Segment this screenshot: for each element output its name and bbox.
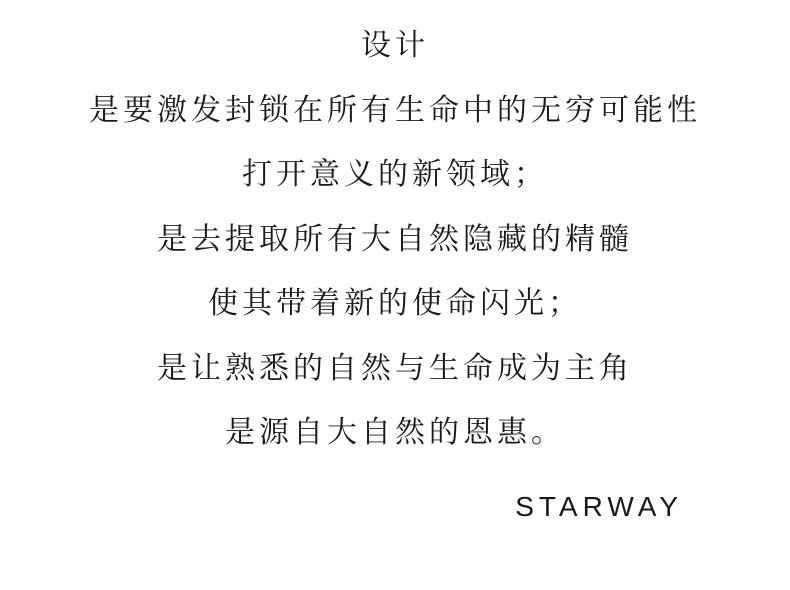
statement-line-2: 打开意义的新领域； xyxy=(242,158,548,191)
statement-line-5: 是让熟悉的自然与生命成为主角 xyxy=(157,351,633,385)
statement-title: 设计 xyxy=(361,29,429,62)
brand-signature: STARWAY xyxy=(515,491,683,522)
statement-line-3: 是去提取所有大自然隐藏的精髓 xyxy=(157,222,633,256)
statement-line-6: 是源自大自然的恩惠。 xyxy=(225,416,565,449)
statement-line-4: 使其带着新的使命闪光； xyxy=(208,287,582,320)
statement-line-1: 是要激发封锁在所有生命中的无穷可能性 xyxy=(89,93,701,127)
